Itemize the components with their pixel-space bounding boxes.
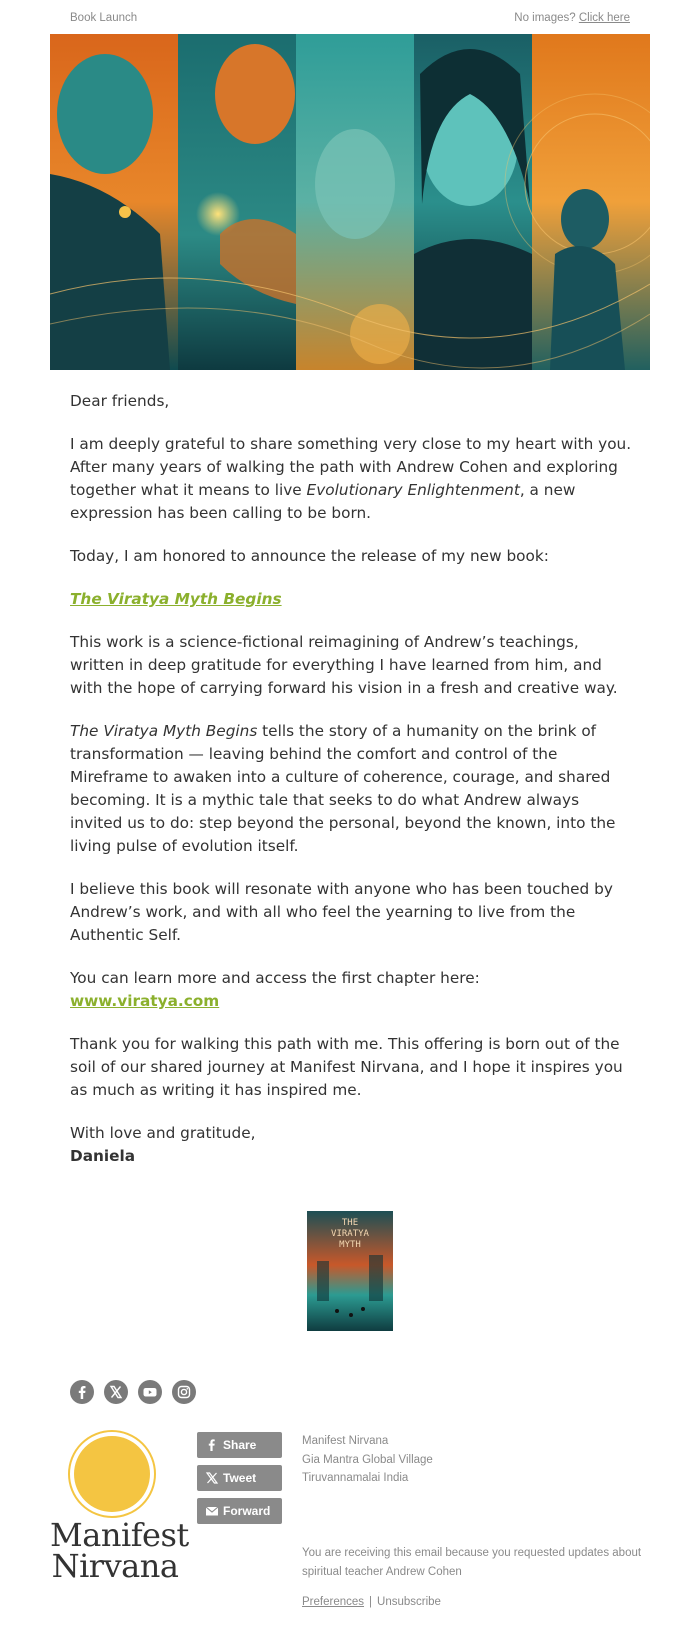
- preferences-link[interactable]: Preferences: [302, 1596, 365, 1608]
- postal-address: [302, 1432, 433, 1488]
- forward-label: Forward: [223, 1504, 271, 1518]
- x-share-icon: [205, 1471, 219, 1485]
- instagram-icon[interactable]: [172, 1380, 196, 1404]
- preheader: [70, 12, 630, 28]
- link-separator: |: [369, 1596, 373, 1608]
- book-link-paragraph: [70, 588, 635, 611]
- book-title-link[interactable]: [70, 590, 282, 608]
- share-label: Share: [223, 1438, 257, 1452]
- book-cover-line-2: VIRATYA: [331, 1229, 369, 1239]
- greeting: Dear friends,: [70, 392, 170, 410]
- manifest-nirvana-logo[interactable]: [50, 1430, 189, 1590]
- share-buttons: [197, 1432, 282, 1531]
- tweet-button[interactable]: [197, 1465, 282, 1491]
- logo-line-2: Nirvana: [51, 1547, 179, 1585]
- facebook-share-icon: [205, 1438, 219, 1452]
- signoff: With love and gratitude,: [70, 1124, 256, 1142]
- no-images-text: No images?: [514, 12, 576, 24]
- paragraph-story: [70, 720, 635, 858]
- intro-emphasis: Evolutionary Enlightenment: [306, 481, 520, 499]
- book-cover-image[interactable]: [307, 1211, 393, 1331]
- book-cover-line-1: THE: [341, 1218, 359, 1228]
- share-button[interactable]: [197, 1432, 282, 1458]
- no-images-notice: [514, 12, 630, 24]
- paragraph-intro: [70, 433, 635, 525]
- book-title-link-text: The Viratya Myth Begins: [70, 590, 282, 608]
- envelope-icon: [205, 1504, 219, 1518]
- address-line-1: Manifest Nirvana: [302, 1435, 389, 1447]
- footer-links: [302, 1596, 441, 1608]
- paragraph-resonate: I believe this book will resonate with anyone who has been touched by Andrew’s work, and with all who feel the yearning to live from the Authentic Self.: [70, 880, 613, 944]
- click-here-link[interactable]: Click here: [578, 12, 630, 24]
- paragraph-learn-more: [70, 967, 635, 1013]
- logo-line-1: Manifest: [50, 1516, 189, 1554]
- learn-more-text: You can learn more and access the first chapter here:: [70, 969, 480, 987]
- hero-image: [50, 34, 650, 370]
- paragraph-announce: Today, I am honored to announce the release of my new book:: [70, 547, 549, 565]
- logo-text: [50, 1516, 189, 1585]
- signature: Daniela: [70, 1147, 136, 1165]
- tweet-label: Tweet: [223, 1471, 257, 1485]
- unsubscribe-link[interactable]: Unsubscribe: [377, 1596, 441, 1608]
- subscription-reason: You are receiving this email because you requested updates about spiritual teacher Andrew Cohen: [302, 1547, 642, 1578]
- website-link[interactable]: www.viratya.com: [70, 992, 220, 1010]
- youtube-icon[interactable]: [138, 1380, 162, 1404]
- paragraph-thanks: Thank you for walking this path with me. This offering is born out of the soil of our shared journey at Manifest Nirvana, and I hope it inspires you as much as writing it has inspired me.: [70, 1035, 623, 1099]
- intro-text-a: I am deeply grateful to share something very close to my heart with you. After many years of walking the path with Andrew Cohen and exploring together what it means to live: [70, 435, 632, 499]
- x-icon[interactable]: [104, 1380, 128, 1404]
- email-body: [70, 390, 635, 1188]
- preheader-title: Book Launch: [70, 12, 138, 24]
- forward-button[interactable]: [197, 1498, 282, 1524]
- story-text: tells the story of a humanity on the brink of transformation — leaving behind the comfort and control of the Mireframe to awaken into a culture of coherence, courage, and shared becoming. It is a mythic tale that seeks to do what Andrew always invited us to do: step beyond the personal, beyond the known, into the living pulse of evolution itself.: [70, 722, 616, 855]
- social-icons: [70, 1380, 201, 1404]
- address-line-2: Gia Mantra Global Village: [302, 1453, 433, 1466]
- signoff-block: [70, 1122, 635, 1168]
- paragraph-work: This work is a science-fictional reimagining of Andrew’s teachings, written in deep gratitude for everything I have learned from him, and with the hope of carrying forward his vision in a fresh and creative way.: [70, 633, 618, 697]
- facebook-icon[interactable]: [70, 1380, 94, 1404]
- address-line-3: Tiruvannamalai India: [302, 1472, 409, 1484]
- intro-text-b: , a new expression has been calling to be born.: [70, 481, 576, 522]
- story-book-title: The Viratya Myth Begins: [70, 722, 258, 740]
- book-cover-line-3: MYTH: [339, 1240, 361, 1250]
